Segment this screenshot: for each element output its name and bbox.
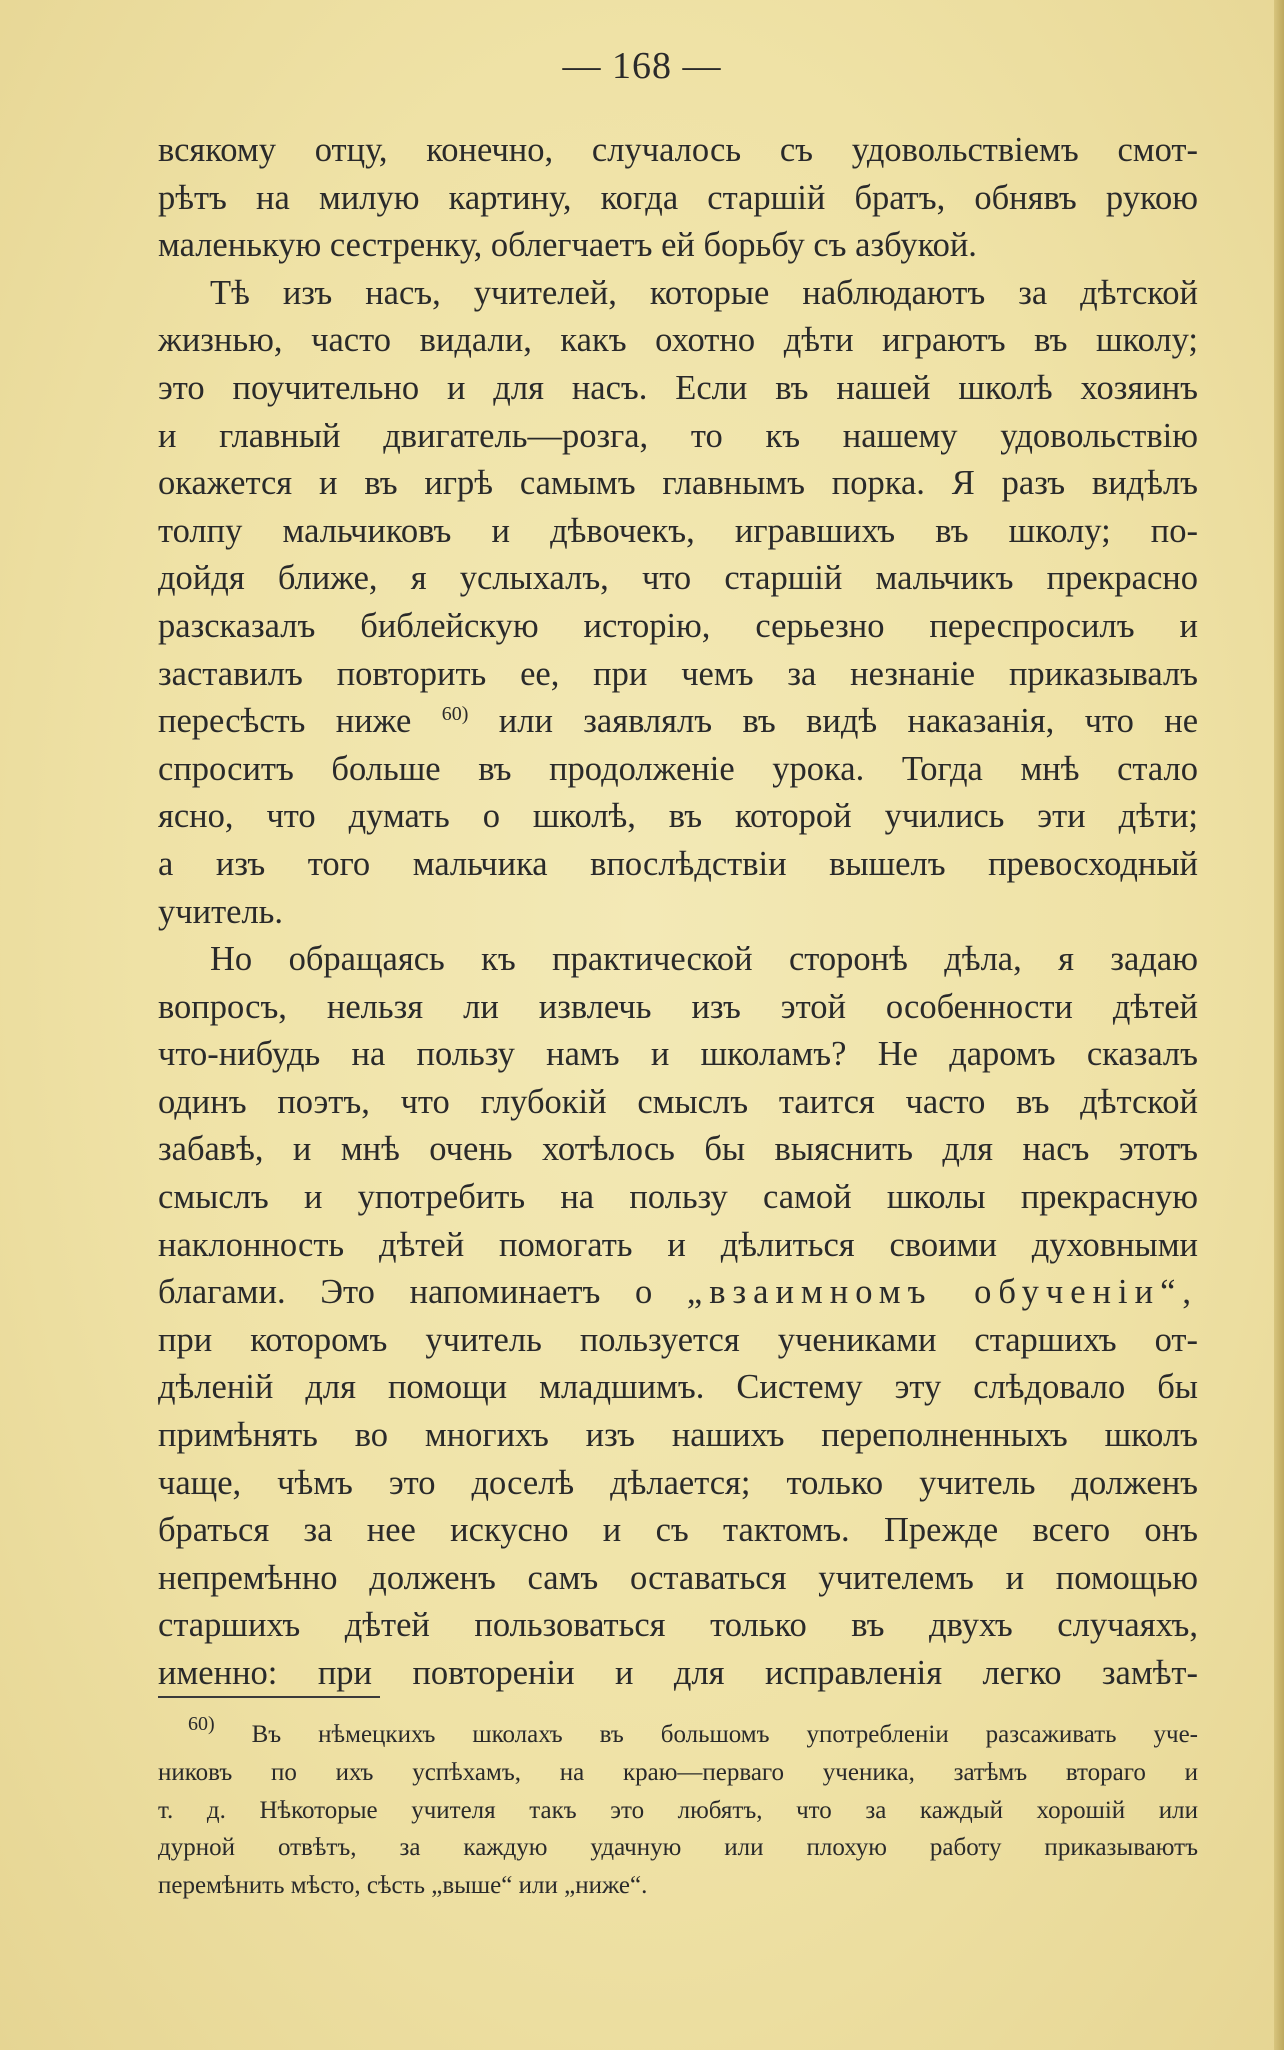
text-line: непремѣнно долженъ самъ оставаться учителемъ и помощью xyxy=(158,1558,1198,1597)
text-line: рѣтъ на милую картину, когда старшій братъ, обнявъ рукою xyxy=(158,178,1198,217)
text-line: Но обращаясь къ практической сторонѣ дѣла, я задаю xyxy=(210,940,1198,979)
text-line: смыслъ и употребить на пользу самой школы прекрасную xyxy=(158,1178,1198,1217)
footnote-line: никовъ по ихъ успѣхамъ, на краю—перваго ученика, затѣмъ втораго и xyxy=(158,1758,1198,1786)
footnote-marker: 60) xyxy=(188,1713,215,1735)
text-segment: пересѣсть ниже xyxy=(158,702,412,741)
text-line-with-footnote-ref xyxy=(158,698,1198,746)
page-edge xyxy=(1274,0,1284,2050)
text-line: что-нибудь на пользу намъ и школамъ? Не даромъ сказалъ xyxy=(158,1035,1198,1074)
footnote-line: перемѣнить мѣсто, сѣсть „выше“ или „ниже“. xyxy=(158,1872,648,1900)
text-line: и главный двигатель—розга, то къ нашему удовольствію xyxy=(158,416,1198,455)
text-segment: или заявлялъ въ видѣ наказанія, что не xyxy=(498,702,1199,741)
text-line: старшихъ дѣтей пользоваться только въ двухъ случаяхъ, xyxy=(158,1606,1198,1645)
text-line: толпу мальчиковъ и дѣвочекъ, игравшихъ въ школу; по- xyxy=(158,511,1198,550)
text-line: жизнью, часто видали, какъ охотно дѣти играютъ въ школу; xyxy=(158,321,1198,360)
text-line: именно: при повтореніи и для исправленія легко замѣт- xyxy=(158,1654,1198,1692)
text-line: забавѣ, и мнѣ очень хотѣлось бы выяснить для насъ этотъ xyxy=(158,1130,1198,1169)
emphasized-term: „взаимномъ обученіи“, xyxy=(686,1273,1199,1312)
text-line: наклонность дѣтей помогать и дѣлиться своими духовными xyxy=(158,1225,1198,1264)
footnote-divider xyxy=(158,1696,380,1698)
text-line: окажется и въ игрѣ самымъ главнымъ порка. Я разъ видѣлъ xyxy=(158,464,1198,503)
text-line: дѣленій для помощи младшимъ. Систему эту слѣдовало бы xyxy=(158,1368,1198,1407)
text-line: заставилъ повторить ее, при чемъ за незнаніе приказывалъ xyxy=(158,654,1198,693)
text-line: вопросъ, нельзя ли извлечь изъ этой особенности дѣтей xyxy=(158,987,1198,1026)
text-line-with-emphasis xyxy=(158,1269,1198,1317)
text-line: браться за нее искусно и съ тактомъ. Прежде всего онъ xyxy=(158,1511,1198,1550)
text-line: а изъ того мальчика впослѣдствіи вышелъ превосходный xyxy=(158,844,1198,883)
footnote-reference: 60) xyxy=(441,703,469,726)
text-line: Тѣ изъ насъ, учителей, которые наблюдаютъ за дѣтской xyxy=(210,273,1198,312)
text-line: маленькую сестренку, облегчаетъ ей борьбу съ азбукой. xyxy=(158,226,977,265)
text-line: это поучительно и для насъ. Если въ нашей школѣ хозяинъ xyxy=(158,368,1198,407)
text-line: при которомъ учитель пользуется учениками старшихъ от- xyxy=(158,1320,1198,1359)
text-line: одинъ поэтъ, что глубокій смыслъ таится часто въ дѣтской xyxy=(158,1082,1198,1121)
text-line: примѣнять во многихъ изъ нашихъ переполненныхъ школъ xyxy=(158,1416,1198,1455)
text-line: спроситъ больше въ продолженіе урока. Тогда мнѣ стало xyxy=(158,749,1198,788)
footnote-line: т. д. Нѣкоторые учителя такъ это любятъ, что за каждый хорошій или xyxy=(158,1796,1198,1824)
text-line: чаще, чѣмъ это доселѣ дѣлается; только учитель долженъ xyxy=(158,1463,1198,1502)
footnote-line xyxy=(158,1713,1198,1754)
text-line: учитель. xyxy=(158,892,284,931)
footnote-line: дурной отвѣтъ, за каждую удачную или плохую работу приказываютъ xyxy=(158,1834,1198,1862)
main-text xyxy=(158,127,1198,1698)
text-line: ясно, что думать о школѣ, въ которой учились эти дѣти; xyxy=(158,797,1198,836)
text-line: всякому отцу, конечно, случалось съ удовольствіемъ смот- xyxy=(158,131,1198,169)
text-segment: Въ нѣмецкихъ школахъ въ большомъ употребленіи разсаживать уче- xyxy=(251,1721,1198,1748)
text-line: разсказалъ библейскую исторію, серьезно переспросилъ и xyxy=(158,606,1198,645)
text-segment: благами. Это напоминаетъ о xyxy=(158,1273,653,1312)
page-number: — 168 — xyxy=(562,45,722,87)
text-line: дойдя ближе, я услыхалъ, что старшій мальчикъ прекрасно xyxy=(158,559,1198,598)
footnote xyxy=(158,1713,1198,1905)
